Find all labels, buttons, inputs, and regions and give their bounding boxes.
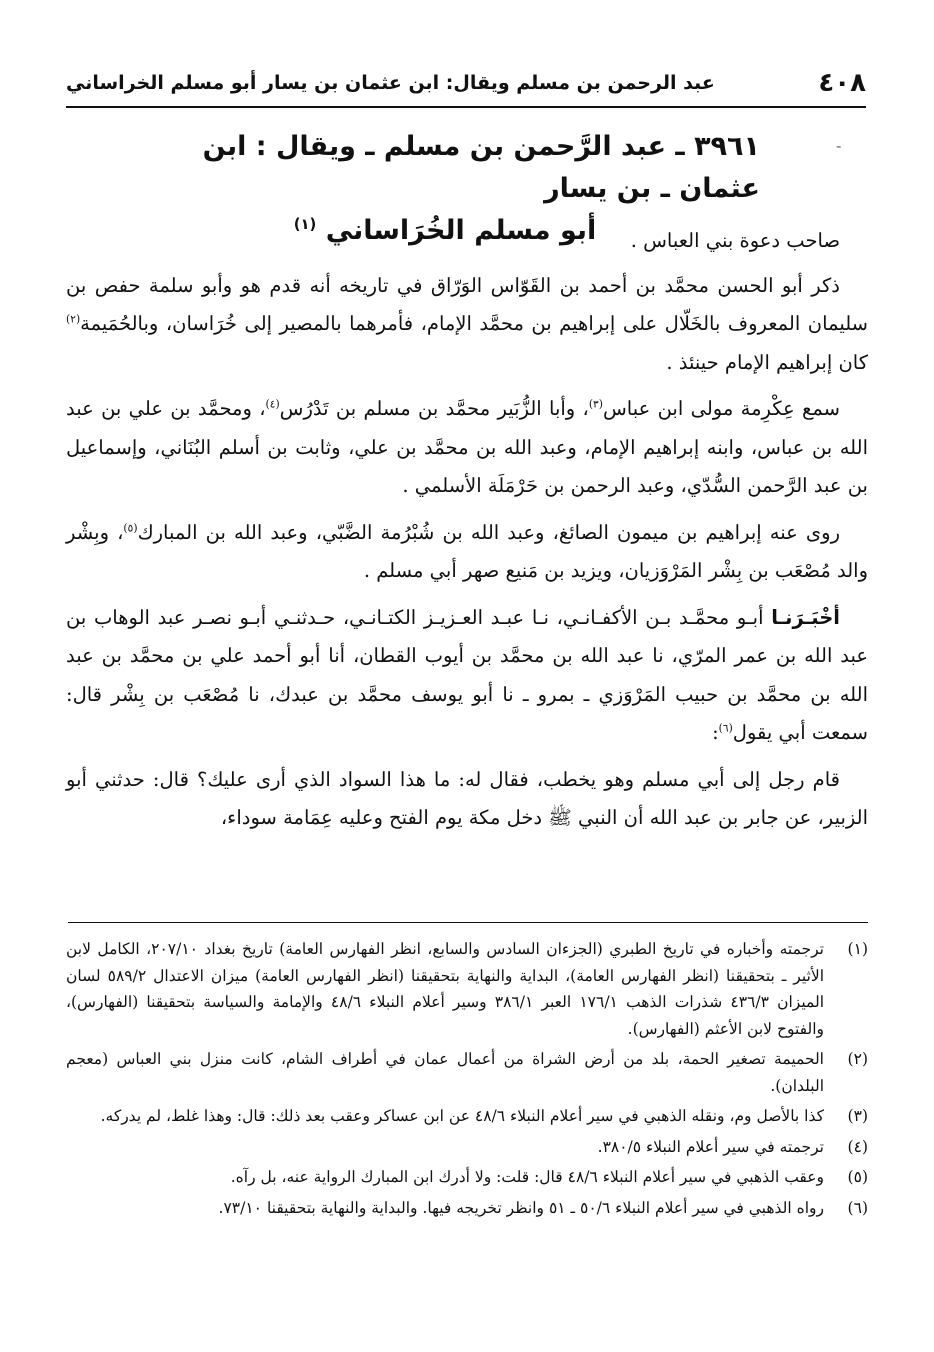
footnote-item <box>66 1046 868 1099</box>
footnote-ref-6[interactable]: (٦) <box>718 721 733 735</box>
paragraph-isnad <box>66 599 868 753</box>
footnote-text: الحميمة تصغير الحمة، بلد من أرض الشراة من أعمال عمان في أطراف الشام، كانت منزل بني العباس (معجم البلدان). <box>66 1050 824 1095</box>
page-number: ٤٠٨ <box>818 68 866 98</box>
footnote-number: (١) <box>847 940 868 958</box>
entry-title-name: أبو مسلم الخُرَاساني <box>325 215 597 246</box>
entry-title-line-1: ٣٩٦١ ـ عبد الرَّحمن بن مسلم ـ ويقال : ابن عثمان ـ بن يسار <box>202 131 760 204</box>
footnote-number: (٥) <box>847 1168 868 1186</box>
text-run: سمع عِكْرِمة مولى ابن عباس <box>602 397 840 420</box>
footnote-item <box>66 1164 868 1191</box>
paragraph-narration: قام رجل إلى أبي مسلم وهو يخطب، فقال له: ما هذا السواد الذي أرى عليك؟ قال: حدثني أبو الزبير، عن جابر بن عبد الله أن النبي ﷺ دخل مكة يوم الفتح وعليه عِمَامة سوداء، <box>66 767 868 829</box>
footnote-text: ترجمته وأخباره في تاريخ الطبري (الجزءان السادس والسابع، انظر الفهارس العامة) تاريخ بغداد ٢٠٧/١٠، الكامل لابن الأثير ـ بتحقيقنا (انظر الفهارس العامة)، البداية والنهاية بتحقيقنا (انظر الفهارس العامة) ميزان الاعتدال ٥٨٩/٢ لسان الميزان ٤٣٦/٣ شذرات الذهب ١٧٦/١ العبر ٣٨٦/١ وسير أعلام النبلاء ٤٨/٦ والإمامة والسياسة بتحقيقنا (الفهارس)، والفتوح لابن الأعثم (الفهارس). <box>66 940 824 1038</box>
running-title: عبد الرحمن بن مسلم ويقال: ابن عثمان بن يسار أبو مسلم الخراساني <box>66 72 715 94</box>
footnote-ref-3[interactable]: (٣) <box>588 397 603 411</box>
footnote-text: رواه الذهبي في سير أعلام النبلاء ٥٠/٦ ـ ٥١ وانظر تخريجه فيها. والبداية والنهاية بتحقيقنا ٧٣/١٠. <box>218 1198 824 1217</box>
footnote-text: كذا بالأصل وم، ونقله الذهبي في سير أعلام النبلاء ٤٨/٦ عن ابن عساكر وعقب بعد ذلك: قال: وهذا غلط، لم يدركه. <box>100 1107 824 1125</box>
margin-mark: - <box>836 136 842 155</box>
footnote-item <box>66 1103 868 1130</box>
footnote-item <box>66 1195 868 1222</box>
text-run: ، وأبا الزُّبَير محمَّد بن مسلم بن تَدْرُس <box>279 397 589 420</box>
footnote-ref-4[interactable]: (٤) <box>265 397 280 411</box>
text-run: أبـو محمَّـد بـن الأكفـانـي، نـا عبـد العـزيـز الكتـانـي، حـدثنـي أبـو نصـر عبد الوهاب بن عبد الله بن عمر المرّي، نا عبد الله بن محمَّد بن أيوب القطان، أنا أبو أحمد علي بن محمَّد بن عبد الله بن محمَّد بن حبيب المَرْوَزي ـ بمرو ـ نا أبو يوسف محمَّد بن عبدك، نا مُصْعَب بن بِشْر قال: سمعت أبي يقول <box>66 605 868 744</box>
paragraph-history <box>66 267 868 383</box>
paragraph-teachers <box>66 390 868 506</box>
footnote-divider <box>68 922 868 923</box>
footnote-text: وعقب الذهبي في سير أعلام النبلاء ٤٨/٦ قال: قلت: ولا أدرك ابن المبارك الرواية عنه، بل رآه. <box>230 1168 824 1186</box>
footnote-ref-2[interactable]: (٢) <box>66 312 81 326</box>
text-run: ، ومحمَّد بن علي بن عبد الله بن عباس، وابنه إبراهيم الإمام، وعبد الله بن محمَّد بن علي، وثابت بن أسلم البُنَاني، وإسماعيل بن عبد الرَّحمن السُّدّي، وعبد الرحمن بن حَرْمَلَة الأسلمي . <box>66 397 868 497</box>
text-run: : <box>712 721 719 744</box>
footnote-number: (٦) <box>847 1198 868 1217</box>
text-run: كان إبراهيم الإمام حينئذ . <box>666 350 868 374</box>
akhbarana-keyword: أخْبَـرَنـا <box>771 605 840 629</box>
body-text <box>66 222 868 846</box>
footnote-number: (٤) <box>847 1137 868 1156</box>
footnote-ref-5[interactable]: (٥) <box>123 521 138 534</box>
footnote-number: (٣) <box>847 1107 868 1125</box>
footnote-ref-1[interactable]: (١) <box>293 215 317 233</box>
text-run: روى عنه إبراهيم بن ميمون الصائغ، وعبد الله بن شُبْرُمة الضَّبّي، وعبد الله بن المبارك <box>137 520 840 544</box>
text-run: ، وبِشْر والد مُصْعَب بن بِشْر المَرْوَزيان، ويزيد بن مَنيع صهر أبي مسلم . <box>66 520 868 582</box>
footnote-item <box>66 936 868 1042</box>
footnote-number: (٢) <box>847 1050 868 1068</box>
footnote-item <box>66 1134 868 1161</box>
paragraph-description: صاحب دعوة بني العباس . <box>630 229 840 252</box>
text-run: ذكر أبو الحسن محمَّد بن أحمد بن القَوّاس الوَرّاق في تاريخه أنه قدم هو وأبو سلمة حفص بن سليمان المعروف بالخَلّال على إبراهيم بن محمَّد الإمام، فأمرهما بالمصير إلى خُرَاسان، وبالحُمَيمة <box>66 273 868 335</box>
footnote-text: ترجمته في سير أعلام النبلاء ٣٨٠/٥. <box>597 1137 824 1156</box>
footnotes <box>66 936 868 1225</box>
running-header <box>66 66 866 108</box>
paragraph-students <box>66 514 868 591</box>
